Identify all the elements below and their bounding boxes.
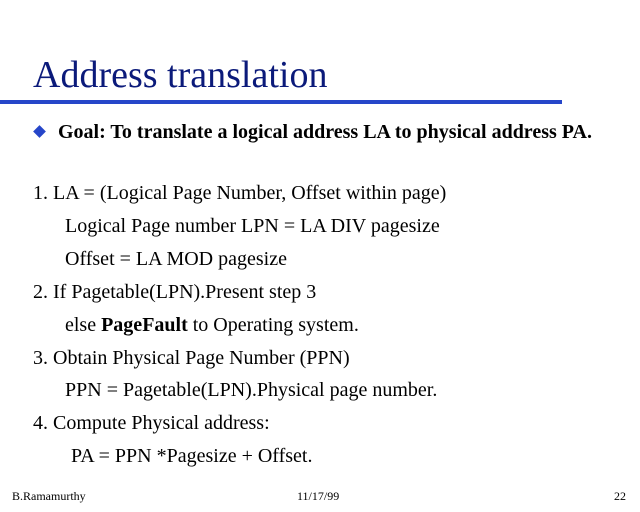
step-1-offset: Offset = LA MOD pagesize [65, 248, 287, 270]
title-divider [0, 100, 562, 104]
diamond-bullet-icon [33, 125, 46, 138]
step-4: 4. Compute Physical address: [33, 412, 270, 434]
footer-author: B.Ramamurthy [12, 489, 86, 503]
step-3-ppn: PPN = Pagetable(LPN).Physical page number. [65, 379, 438, 401]
goal-text: Goal: To translate a logical address LA to physical address PA. [58, 121, 592, 143]
slide-title: Address translation [33, 54, 328, 96]
footer-date: 11/17/99 [297, 489, 340, 503]
step-1: 1. LA = (Logical Page Number, Offset within page) [33, 182, 447, 204]
step-3: 3. Obtain Physical Page Number (PPN) [33, 347, 350, 369]
footer-page-number: 22 [614, 489, 626, 503]
step-1-lpn: Logical Page number LPN = LA DIV pagesize [65, 215, 440, 237]
step-2: 2. If Pagetable(LPN).Present step 3 [33, 281, 317, 303]
step-2-else-prefix: else [65, 314, 102, 336]
pagefault-term: PageFault [101, 314, 188, 336]
step-2-else [65, 311, 359, 339]
step-2-else-suffix: to Operating system. [187, 314, 359, 336]
step-4-formula: PA = PPN *Pagesize + Offset. [71, 445, 313, 467]
